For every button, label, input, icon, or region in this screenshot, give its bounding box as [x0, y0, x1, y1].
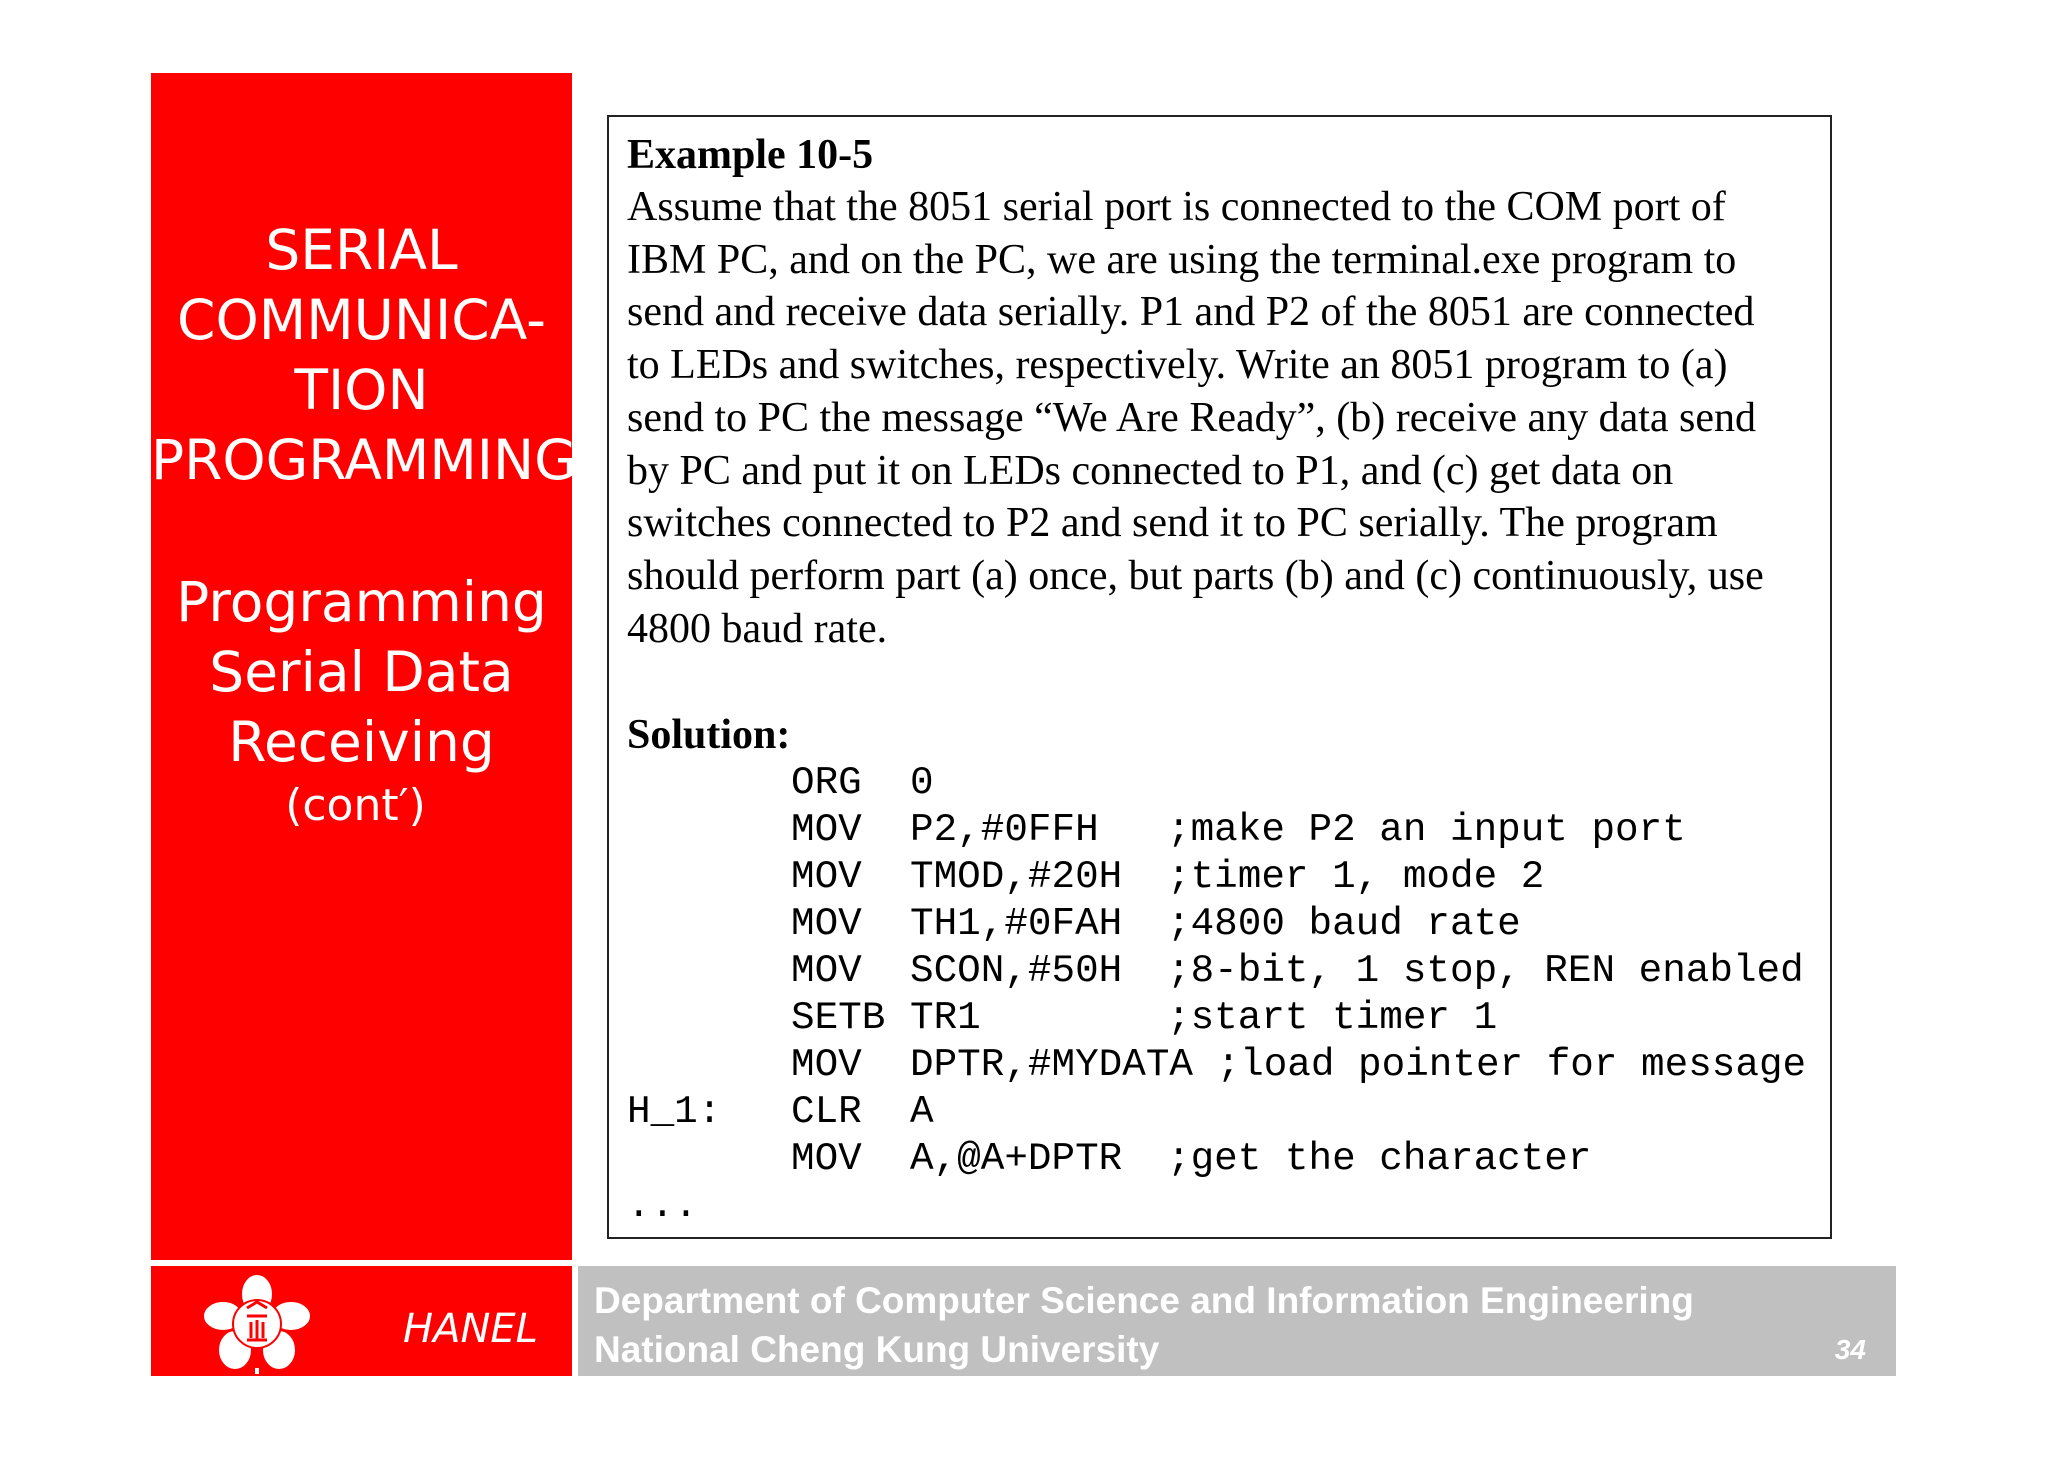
problem-line: send and receive data serially. P1 and P2 of the 8051 are connected: [627, 289, 1755, 336]
problem-line: IBM PC, and on the PC, we are using the terminal.exe program to: [627, 236, 1737, 283]
code-line: [627, 1182, 769, 1229]
footer-info-area: [578, 1266, 1896, 1376]
code-comment: ;get the character: [1167, 1136, 1592, 1181]
section-subtitle-line: Receiving: [228, 710, 495, 774]
section-sidebar: [151, 73, 577, 1260]
code-line: [627, 947, 1804, 994]
section-title-line: COMMUNICA-: [177, 288, 546, 352]
code-opcode: CLR: [791, 1089, 862, 1134]
code-line: [627, 853, 1545, 900]
code-operand: TR1: [910, 995, 981, 1040]
code-opcode: MOV: [791, 854, 862, 899]
code-comment: ;4800 baud rate: [1167, 901, 1521, 946]
section-subtitle: [151, 567, 572, 835]
code-opcode: MOV: [791, 901, 862, 946]
problem-line: Assume that the 8051 serial port is connected to the COM port of: [627, 184, 1726, 230]
code-line: [627, 994, 1498, 1041]
brand-name: HANEL: [403, 1306, 538, 1352]
code-line: [627, 1135, 1592, 1182]
solution-title: Solution:: [627, 712, 791, 758]
code-operand: TMOD,#20H: [910, 854, 1123, 899]
problem-line: send to PC the message “We Are Ready”, (b) receive any data send: [627, 394, 1757, 441]
code-opcode: MOV: [791, 948, 862, 993]
code-operand: P2,#0FFH: [910, 807, 1099, 852]
footer-affiliation: [594, 1276, 1694, 1374]
department-name: Department of Computer Science and Information Engineering: [594, 1280, 1694, 1321]
problem-line: 4800 baud rate.: [627, 605, 888, 652]
code-comment: ;timer 1, mode 2: [1167, 854, 1545, 899]
problem-line: switches connected to P2 and send it to PC serially. The program: [627, 500, 1718, 547]
problem-line: to LEDs and switches, respectively. Write an 8051 program to (a): [627, 342, 1728, 389]
ncku-flower-emblem-icon: [203, 1274, 311, 1374]
code-operand: SCON,#50H: [910, 948, 1123, 993]
code-comment: ;make P2 an input port: [1167, 807, 1686, 852]
code-opcode: SETB: [791, 995, 886, 1040]
code-line: [627, 900, 1521, 947]
code-operand: A,@A+DPTR: [910, 1136, 1123, 1181]
code-label: ...: [627, 1183, 698, 1228]
code-line: [627, 806, 1686, 853]
code-line: [627, 759, 934, 806]
page-number: 34: [1834, 1334, 1866, 1365]
footer-brand-area: [151, 1266, 572, 1376]
code-listing: [627, 759, 1807, 1229]
code-label: H_1:: [627, 1089, 722, 1134]
problem-statement: [627, 181, 1827, 655]
code-opcode: MOV: [791, 807, 862, 852]
section-title-line: TION: [294, 358, 429, 422]
code-line: [627, 1088, 934, 1135]
section-title-line: PROGRAMMING: [151, 428, 577, 492]
university-name: National Cheng Kung University: [594, 1329, 1160, 1370]
code-operand: DPTR,#MYDATA ;load pointer for message: [910, 1042, 1807, 1087]
code-opcode: MOV: [791, 1136, 862, 1181]
continued-label: (cont′): [285, 780, 426, 831]
code-operand: A: [910, 1089, 934, 1134]
section-subtitle-line: Serial Data: [209, 640, 514, 704]
code-comment: ;start timer 1: [1167, 995, 1498, 1040]
problem-line: should perform part (a) once, but parts (b) and (c) continuously, use: [627, 552, 1764, 599]
code-comment: ;8-bit, 1 stop, REN enabled: [1167, 948, 1804, 993]
section-title-line: SERIAL: [265, 218, 458, 282]
code-line: [627, 1041, 1807, 1088]
code-operand: 0: [910, 760, 934, 805]
problem-line: by PC and put it on LEDs connected to P1, and (c) get data on: [627, 447, 1674, 494]
example-title: Example 10-5: [627, 132, 874, 178]
example-box: [607, 115, 1832, 1239]
code-opcode: ORG: [791, 760, 862, 805]
code-operand: TH1,#0FAH: [910, 901, 1123, 946]
section-subtitle-line: Programming: [176, 570, 547, 634]
section-title: [151, 215, 577, 495]
code-opcode: MOV: [791, 1042, 862, 1087]
